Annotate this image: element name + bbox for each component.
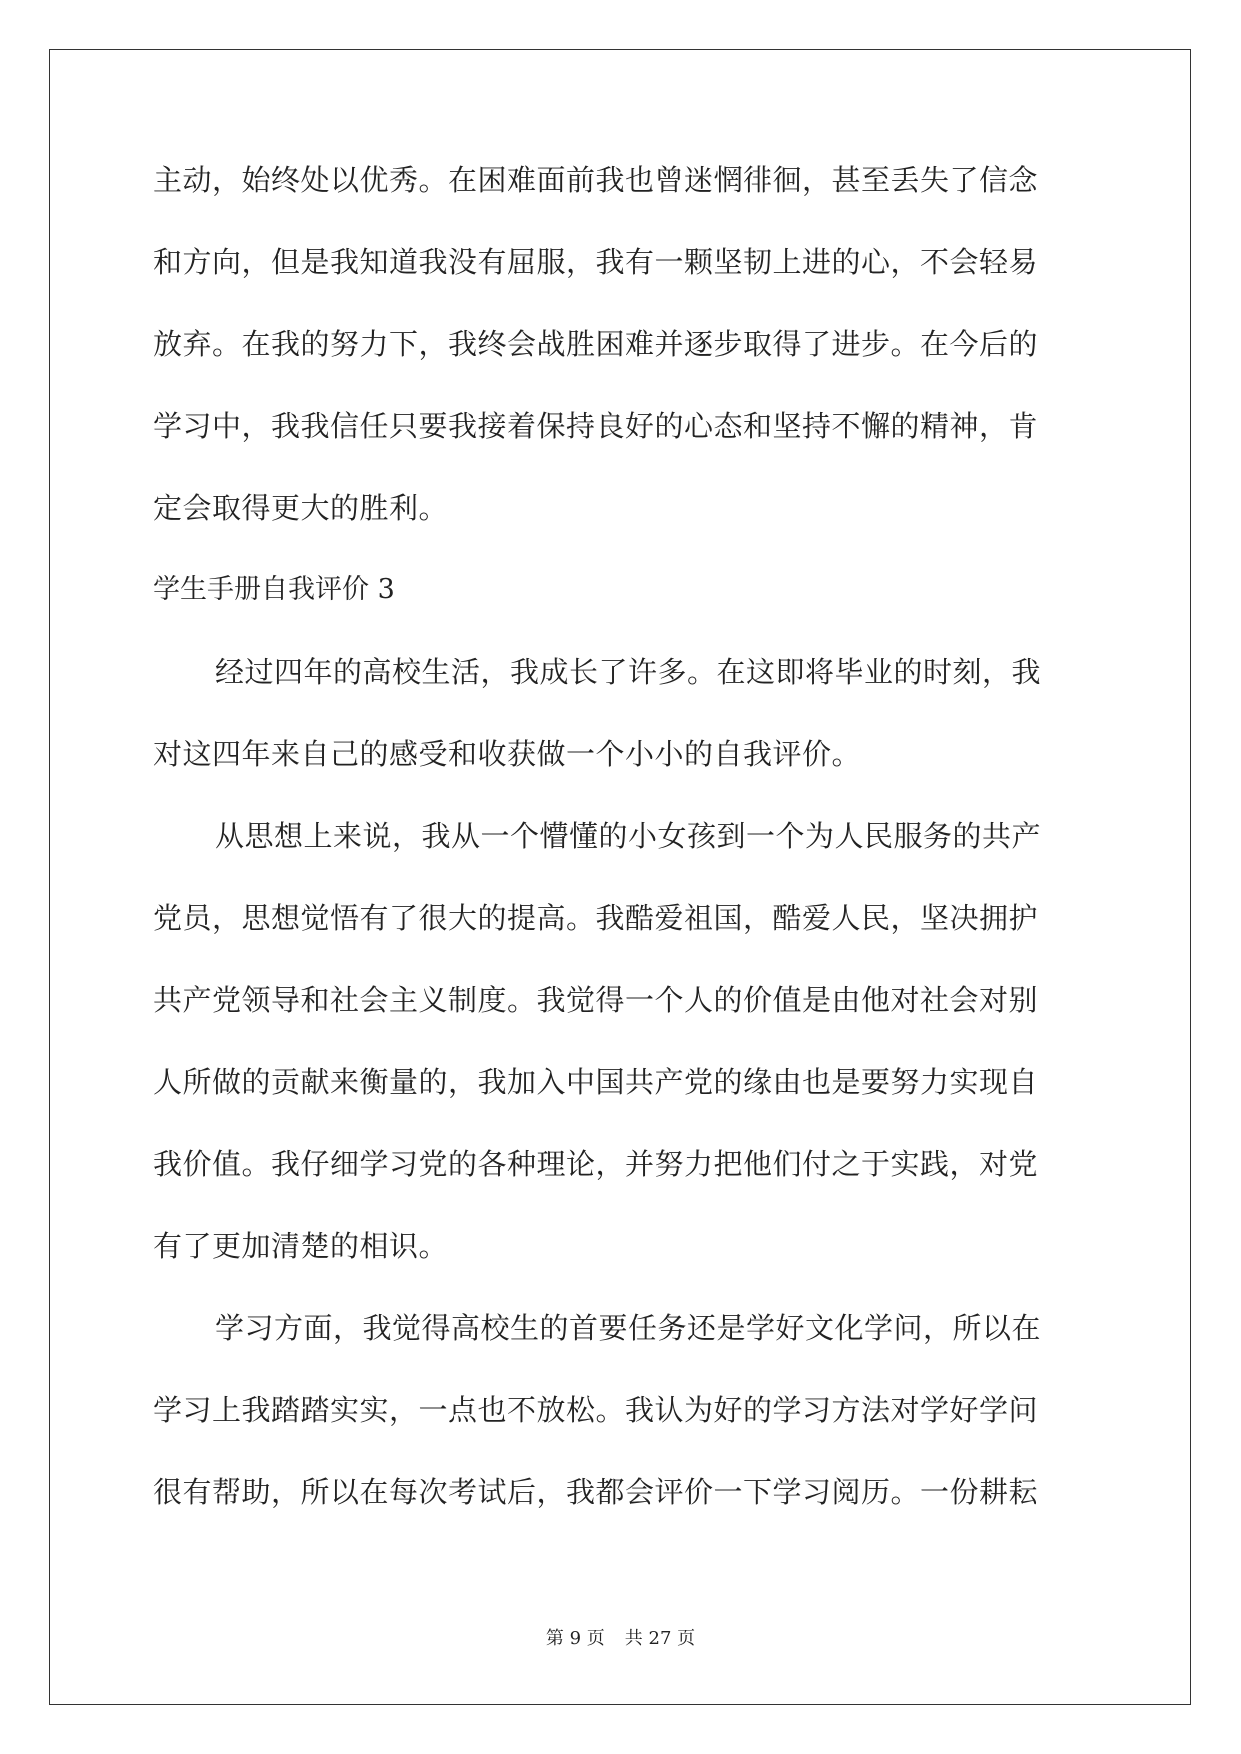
current-page-number: 第 9 页: [545, 1628, 605, 1649]
paragraph-first-line: 学习方面，我觉得高校生的首要任务还是学好文化学问，所以在: [215, 1311, 1042, 1345]
text-line: 学习中，我我信任只要我接着保持良好的心态和坚持不懈的精神，肯: [153, 409, 1039, 443]
text-line: 定会取得更大的胜利。: [153, 491, 449, 525]
text-line: 很有帮助，所以在每次考试后，我都会评价一下学习阅历。一份耕耘: [153, 1475, 1039, 1509]
page-footer: [0, 1624, 1241, 1650]
document-body: [153, 163, 1093, 1557]
text-line: 和方向，但是我知道我没有屈服，我有一颗坚韧上进的心，不会轻易: [153, 245, 1039, 279]
text-line: 学习上我踏踏实实，一点也不放松。我认为好的学习方法对学好学问: [153, 1393, 1039, 1427]
text-line: 放弃。在我的努力下，我终会战胜困难并逐步取得了进步。在今后的: [153, 327, 1039, 361]
text-line: 我价值。我仔细学习党的各种理论，并努力把他们付之于实践，对党: [153, 1147, 1039, 1181]
paragraph-first-line: 从思想上来说，我从一个懵懂的小女孩到一个为人民服务的共产: [215, 819, 1042, 853]
text-line: 有了更加清楚的相识。: [153, 1229, 449, 1263]
text-line: 对这四年来自己的感受和收获做一个小小的自我评价。: [153, 737, 862, 771]
text-line: 人所做的贡献来衡量的，我加入中国共产党的缘由也是要努力实现自: [153, 1065, 1039, 1099]
total-pages: 共 27 页: [624, 1628, 696, 1649]
section-heading: 学生手册自我评价 3: [153, 574, 395, 605]
text-line: 主动，始终处以优秀。在困难面前我也曾迷惘徘徊，甚至丢失了信念: [153, 163, 1039, 197]
text-line: 共产党领导和社会主义制度。我觉得一个人的价值是由他对社会对别: [153, 983, 1039, 1017]
text-line: 党员，思想觉悟有了很大的提高。我酷爱祖国，酷爱人民，坚决拥护: [153, 901, 1039, 935]
paragraph-first-line: 经过四年的高校生活，我成长了许多。在这即将毕业的时刻，我: [215, 655, 1042, 689]
